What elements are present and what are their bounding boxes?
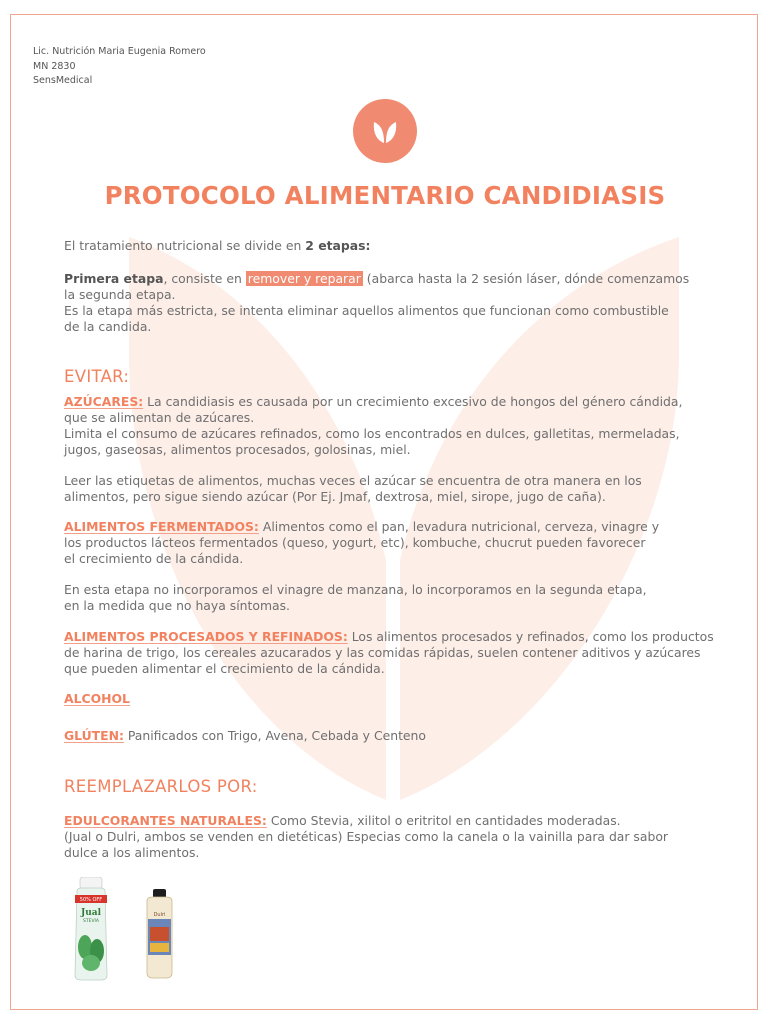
document-page <box>10 14 758 1010</box>
author-name: Lic. Nutrición Maria Eugenia Romero <box>33 46 206 57</box>
azucares-line2: que se alimentan de azúcares. <box>64 410 255 425</box>
page-title: PROTOCOLO ALIMENTARIO CANDIDIASIS <box>104 181 666 210</box>
alcohol-item <box>64 691 724 707</box>
procesados-paragraph <box>64 629 754 677</box>
bottle1-badge: 50% OFF <box>79 897 103 903</box>
license-number: MN 2830 <box>33 60 76 72</box>
intro-paragraph <box>64 238 724 254</box>
fermentados-paragraph <box>64 519 724 614</box>
gluten-text: Panificados con Trigo, Avena, Cebada y Centeno <box>123 728 426 743</box>
azucares-line3: Limita el consumo de azúcares refinados, como los encontrados en dulces, galletitas, mermeladas, <box>64 426 680 441</box>
fermentados-label: ALIMENTOS FERMENTADOS: <box>64 519 259 534</box>
azucares-paragraph <box>64 394 724 505</box>
edulcorantes-line2: (Jual o Dulri, ambos se venden en dietéticas) Especias como la canela o la vainilla para dar sabor <box>64 829 669 844</box>
primera-etapa-paragraph <box>64 271 724 335</box>
reemplazar-heading: REEMPLAZARLOS POR: <box>64 777 258 796</box>
company-name: SensMedical <box>33 75 93 86</box>
fermentados-line5: en la medida que no haya síntomas. <box>64 598 290 613</box>
primera-text: , consiste en <box>163 271 242 286</box>
edulcorantes-label: EDULCORANTES NATURALES: <box>64 813 267 828</box>
gluten-label: GLÚTEN: <box>64 728 124 743</box>
dulri-bottle <box>147 889 172 978</box>
procesados-line1: Los alimentos procesados y refinados, como los productos <box>347 629 714 644</box>
intro-text: El tratamiento nutricional se divide en <box>64 238 306 253</box>
primera-text-cont: (abarca hasta la 2 sesión láser, dónde comenzamos <box>362 271 690 286</box>
bottle1-sub: STEVIA <box>83 919 99 924</box>
fermentados-line3: el crecimiento de la cándida. <box>64 551 244 566</box>
azucares-line4: jugos, gaseosas, alimentos procesados, golosinas, miel. <box>64 442 411 457</box>
edulcorantes-paragraph <box>64 813 724 861</box>
fermentados-line4: En esta etapa no incorporamos el vinagre de manzana, lo incorporamos en la segunda etapa, <box>64 582 647 597</box>
header-info <box>33 45 206 89</box>
edulcorantes-line1: Como Stevia, xilitol o eritritol en cantidades moderadas. <box>266 813 621 828</box>
bottle1-brand: Jual <box>80 908 102 918</box>
azucares-label: AZÚCARES: <box>64 394 144 409</box>
alcohol-label: ALCOHOL <box>64 691 130 706</box>
procesados-line2: de harina de trigo, los cereales azucarados y las comidas rápidas, suelen contener aditivos y azúcares <box>64 645 701 660</box>
azucares-line1: La candidiasis es causada por un crecimiento excesivo de hongos del género cándida, <box>143 394 683 409</box>
fermentados-line2: los productos lácteos fermentados (queso, yogurt, etc), kombuche, chucrut pueden favorecer <box>64 535 646 550</box>
primera-line2: la segunda etapa. <box>64 287 176 302</box>
evitar-heading: EVITAR: <box>64 367 130 386</box>
primera-line3: Es la etapa más estricta, se intenta eliminar aquellos alimentos que funcionan como combustible <box>64 303 669 318</box>
primera-label: Primera etapa <box>64 271 164 286</box>
fermentados-line1: Alimentos como el pan, levadura nutricional, cerveza, vinagre y <box>258 519 660 534</box>
edulcorantes-line3: dulce a los alimentos. <box>64 845 200 860</box>
product-images <box>73 877 173 981</box>
primera-line4: de la candida. <box>64 319 152 334</box>
azucares-line5: Leer las etiquetas de alimentos, muchas veces el azúcar se encuentra de otra manera en los <box>64 473 642 488</box>
leaf-icon <box>353 99 417 163</box>
logo <box>353 99 417 163</box>
procesados-label: ALIMENTOS PROCESADOS Y REFINADOS: <box>64 629 348 644</box>
bottle2-label: Dulri <box>153 912 166 918</box>
azucares-line6: alimentos, pero sigue siendo azúcar (Por Ej. Jmaf, dextrosa, miel, sirope, jugo de caña). <box>64 489 606 504</box>
procesados-line3: que pueden alimentar el crecimiento de la cándida. <box>64 661 385 676</box>
jual-stevia-bottle <box>75 877 107 980</box>
highlight-remover: remover y reparar <box>247 271 361 286</box>
intro-bold: 2 etapas: <box>305 238 371 253</box>
gluten-item <box>64 728 724 744</box>
